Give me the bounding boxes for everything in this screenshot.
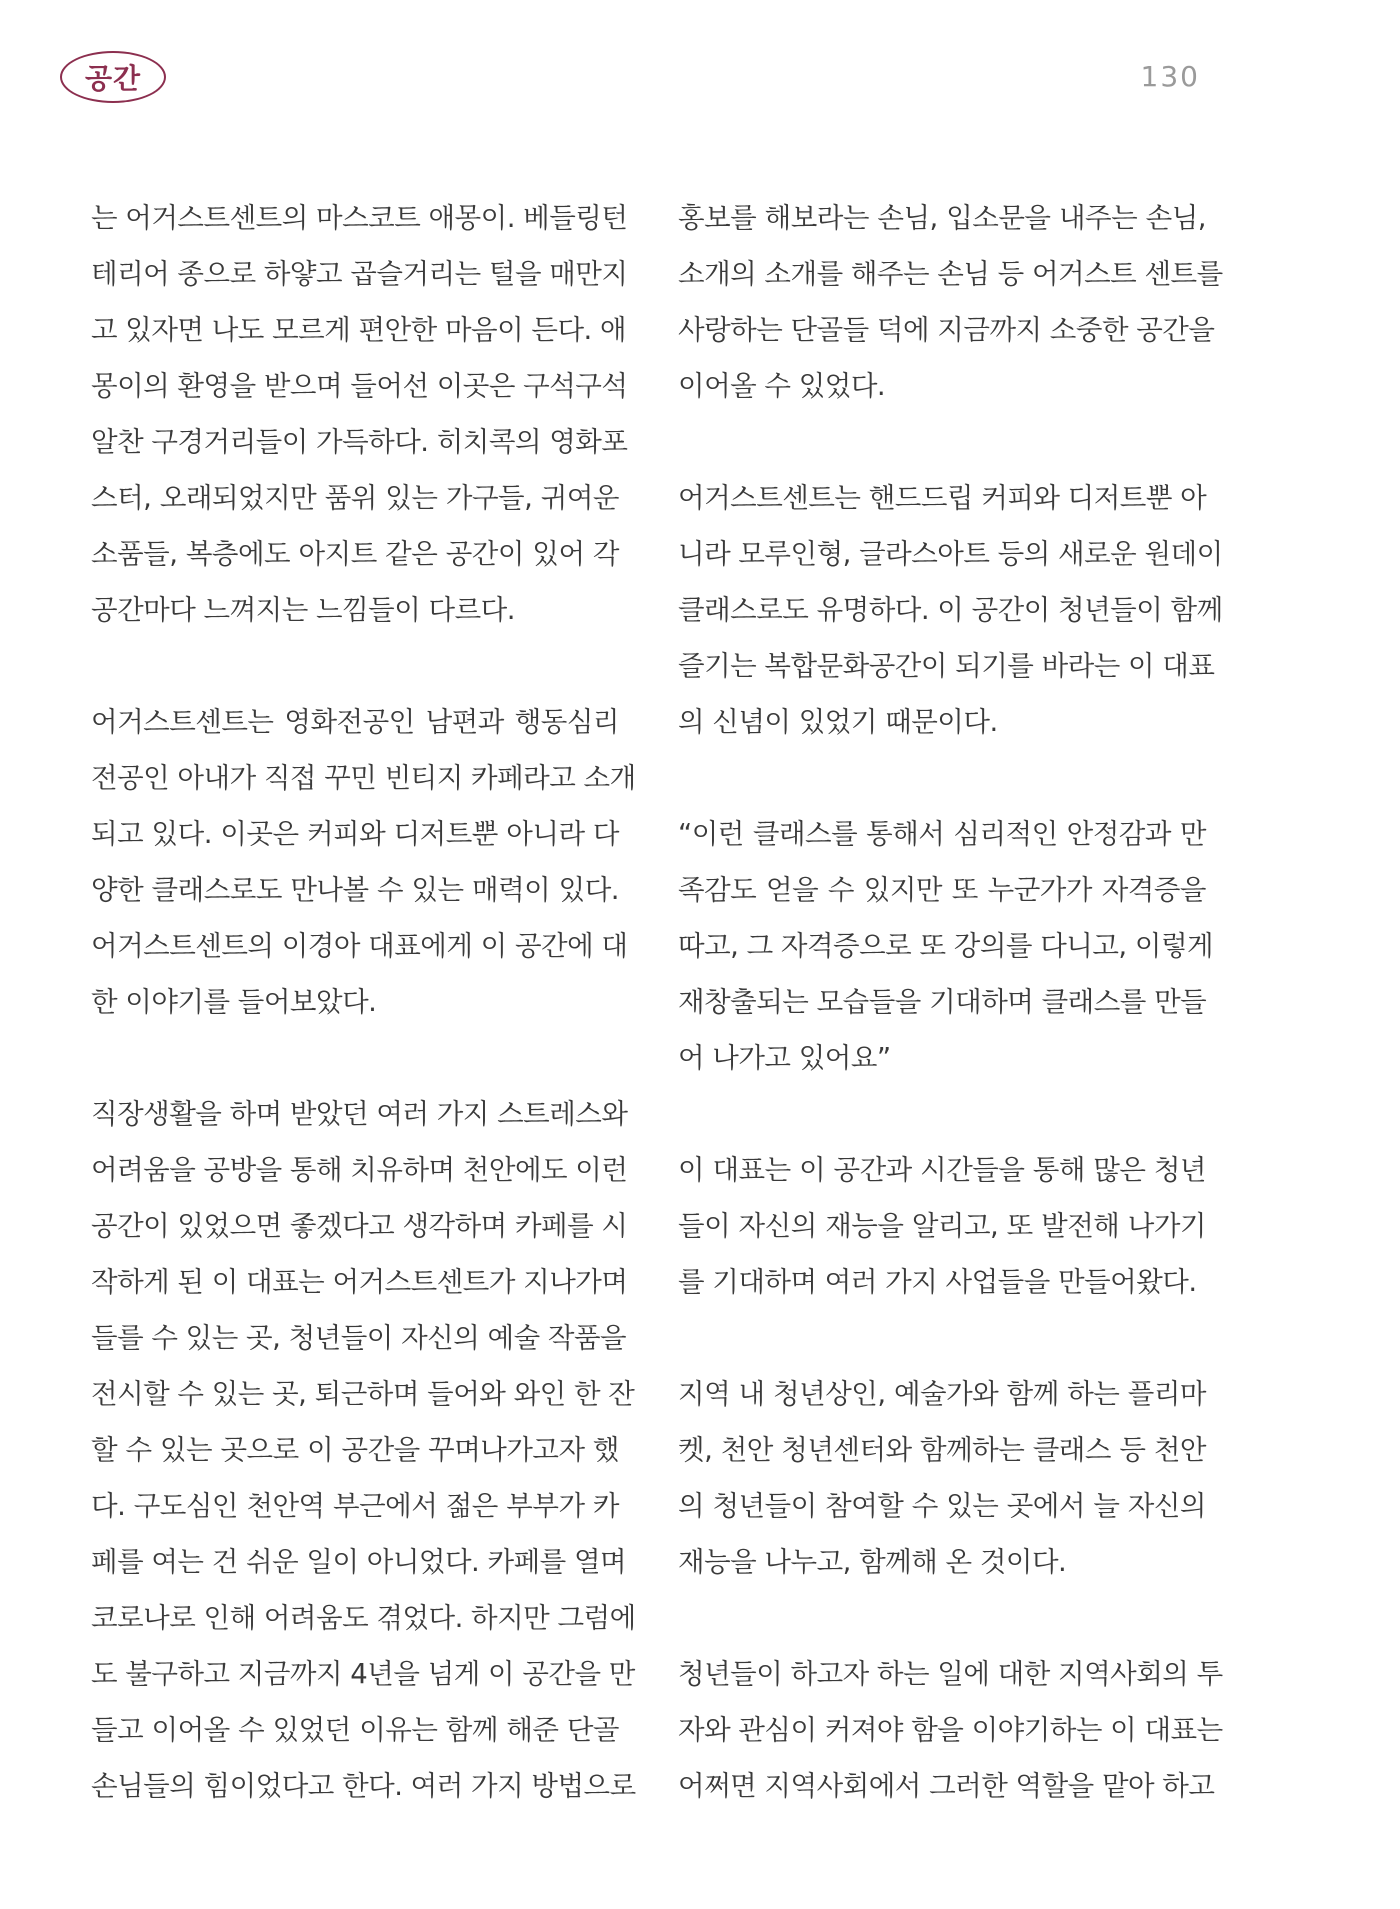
text-line: 들이 자신의 재능을 알리고, 또 발전해 나가기: [678, 1210, 1206, 1242]
text-line: 어거스트센트는 핸드드립 커피와 디저트뿐 아: [678, 482, 1207, 514]
paragraph: [678, 190, 1223, 414]
text-line: 의 청년들이 참여할 수 있는 곳에서 늘 자신의: [678, 1490, 1206, 1522]
text-line: 이 대표는 이 공간과 시간들을 통해 많은 청년: [678, 1154, 1206, 1186]
text-line: 다. 구도심인 천안역 부근에서 젊은 부부가 카: [91, 1490, 619, 1522]
text-line: 소품들, 복층에도 아지트 같은 공간이 있어 각: [91, 538, 619, 570]
text-line: 직장생활을 하며 받았던 여러 가지 스트레스와: [91, 1098, 628, 1130]
quote-paragraph: [678, 806, 1214, 1086]
paragraph: [678, 1142, 1206, 1310]
text-line: 의 신념이 있었기 때문이다.: [678, 706, 998, 738]
text-line: 를 기대하며 여러 가지 사업들을 만들어왔다.: [678, 1266, 1197, 1298]
text-line: 공간이 있었으면 좋겠다고 생각하며 카페를 시: [91, 1210, 628, 1242]
text-line: 할 수 있는 곳으로 이 공간을 꾸며나가고자 했: [91, 1434, 619, 1466]
text-line: 따고, 그 자격증으로 또 강의를 다니고, 이렇게: [678, 930, 1214, 962]
text-line: 양한 클래스로도 만나볼 수 있는 매력이 있다.: [91, 874, 619, 906]
text-line: 사랑하는 단골들 덕에 지금까지 소중한 공간을: [678, 314, 1215, 346]
paragraph: [91, 1086, 636, 1814]
paragraph: [678, 1366, 1206, 1590]
text-line: 스터, 오래되었지만 품위 있는 가구들, 귀여운: [91, 482, 619, 514]
paragraph: [678, 1646, 1223, 1814]
right-column: [678, 190, 1223, 1814]
text-line: 작하게 된 이 대표는 어거스트센트가 지나가며: [91, 1266, 628, 1298]
text-line: 들를 수 있는 곳, 청년들이 자신의 예술 작품을: [91, 1322, 627, 1354]
text-line: 몽이의 환영을 받으며 들어선 이곳은 구석구석: [91, 370, 628, 402]
text-line: 손님들의 힘이었다고 한다. 여러 가지 방법으로: [91, 1770, 636, 1802]
text-line: 자와 관심이 커져야 함을 이야기하는 이 대표는: [678, 1714, 1223, 1746]
text-line: “이런 클래스를 통해서 심리적인 안정감과 만: [678, 818, 1206, 850]
paragraph: [91, 694, 636, 1030]
text-line: 테리어 종으로 하얗고 곱슬거리는 털을 매만지: [91, 258, 628, 290]
page-number: 130: [1140, 60, 1200, 93]
paragraph: [678, 470, 1223, 750]
text-line: 공간마다 느껴지는 느낌들이 다르다.: [91, 594, 515, 626]
text-line: 재창출되는 모습들을 기대하며 클래스를 만들: [678, 986, 1207, 1018]
left-column: [91, 190, 636, 1814]
text-line: 전시할 수 있는 곳, 퇴근하며 들어와 와인 한 잔: [91, 1378, 635, 1410]
text-line: 홍보를 해보라는 손님, 입소문을 내주는 손님,: [678, 202, 1206, 234]
text-line: 지역 내 청년상인, 예술가와 함께 하는 플리마: [678, 1378, 1206, 1410]
text-line: 들고 이어올 수 있었던 이유는 함께 해준 단골: [91, 1714, 619, 1746]
text-line: 족감도 얻을 수 있지만 또 누군가가 자격증을: [678, 874, 1206, 906]
section-badge: 공간: [60, 51, 166, 103]
text-line: 한 이야기를 들어보았다.: [91, 986, 377, 1018]
text-line: 되고 있다. 이곳은 커피와 디저트뿐 아니라 다: [91, 818, 619, 850]
text-line: 어쩌면 지역사회에서 그러한 역할을 맡아 하고: [678, 1770, 1215, 1802]
paragraph: [91, 190, 628, 638]
text-line: 니라 모루인형, 글라스아트 등의 새로운 원데이: [678, 538, 1223, 570]
text-line: 이어올 수 있었다.: [678, 370, 886, 402]
text-line: 어거스트센트의 이경아 대표에게 이 공간에 대: [91, 930, 628, 962]
text-line: 청년들이 하고자 하는 일에 대한 지역사회의 투: [678, 1658, 1223, 1690]
text-line: 전공인 아내가 직접 꾸민 빈티지 카페라고 소개: [91, 762, 636, 794]
text-line: 어려움을 공방을 통해 치유하며 천안에도 이런: [91, 1154, 628, 1186]
text-line: 도 불구하고 지금까지 4년을 넘게 이 공간을 만: [91, 1658, 635, 1690]
text-line: 켓, 천안 청년센터와 함께하는 클래스 등 천안: [678, 1434, 1206, 1466]
text-line: 고 있자면 나도 모르게 편안한 마음이 든다. 애: [91, 314, 627, 346]
text-line: 코로나로 인해 어려움도 겪었다. 하지만 그럼에: [91, 1602, 636, 1634]
text-line: 소개의 소개를 해주는 손님 등 어거스트 센트를: [678, 258, 1223, 290]
text-line: 알찬 구경거리들이 가득하다. 히치콕의 영화포: [91, 426, 628, 458]
text-line: 어거스트센트는 영화전공인 남편과 행동심리: [91, 706, 619, 738]
text-line: 재능을 나누고, 함께해 온 것이다.: [678, 1546, 1067, 1578]
text-line: 는 어거스트센트의 마스코트 애몽이. 베들링턴: [91, 202, 628, 234]
text-line: 어 나가고 있어요”: [678, 1042, 891, 1074]
text-line: 즐기는 복합문화공간이 되기를 바라는 이 대표: [678, 650, 1215, 682]
text-line: 페를 여는 건 쉬운 일이 아니었다. 카페를 열며: [91, 1546, 627, 1578]
text-line: 클래스로도 유명하다. 이 공간이 청년들이 함께: [678, 594, 1223, 626]
